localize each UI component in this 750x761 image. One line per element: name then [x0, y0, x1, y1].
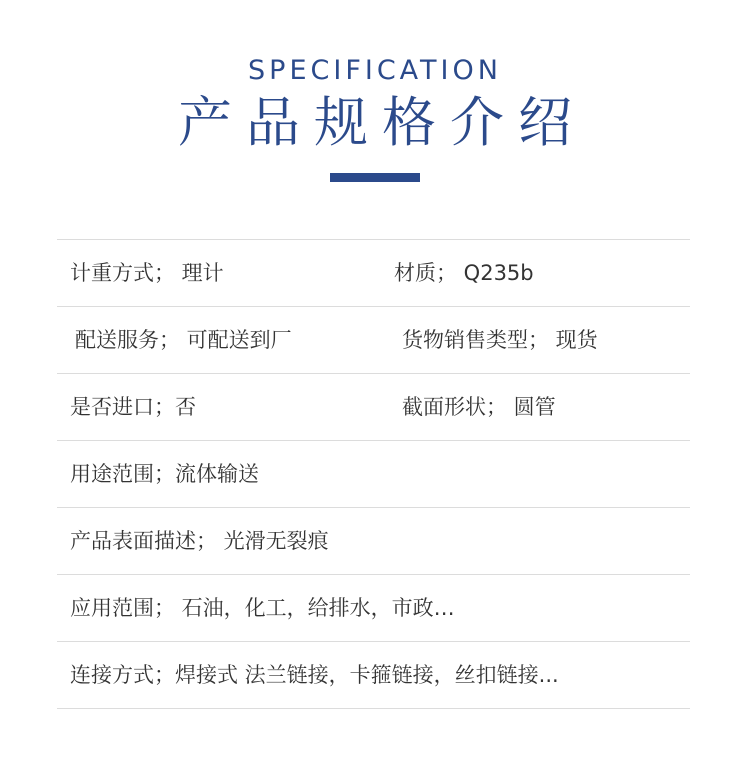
- spec-row-surface: [57, 508, 690, 575]
- spec-row-import: [57, 374, 690, 441]
- spec-row-weighing: [57, 240, 690, 307]
- spec-imported: 是否进口；否: [70, 395, 196, 419]
- title-underline-bar: [330, 173, 420, 182]
- spec-surface-description: 产品表面描述； 光滑无裂痕: [70, 529, 329, 553]
- spec-delivery-service: 配送服务； 可配送到厂: [75, 328, 292, 352]
- spec-weighing-method: 计重方式； 理计: [70, 261, 224, 285]
- spec-row-delivery: [57, 307, 690, 374]
- section-title-chinese: 产品规格介绍: [178, 91, 586, 154]
- spec-connection-method: 连接方式；焊接式 法兰链接，卡箍链接，丝扣链接...: [70, 663, 559, 687]
- section-title-english: SPECIFICATION: [248, 55, 502, 86]
- spec-table: [57, 239, 690, 709]
- spec-row-usage: [57, 441, 690, 508]
- spec-sales-type: 货物销售类型； 现货: [402, 328, 598, 352]
- spec-application-scope: 应用范围； 石油，化工，给排水，市政…: [70, 596, 455, 620]
- spec-material: 材质； Q235b: [394, 261, 534, 285]
- spec-row-connection: [57, 642, 690, 709]
- section-header: [0, 0, 750, 200]
- spec-section-shape: 截面形状； 圆管: [402, 395, 556, 419]
- spec-usage-scope: 用途范围；流体输送: [70, 462, 259, 486]
- spec-row-application: [57, 575, 690, 642]
